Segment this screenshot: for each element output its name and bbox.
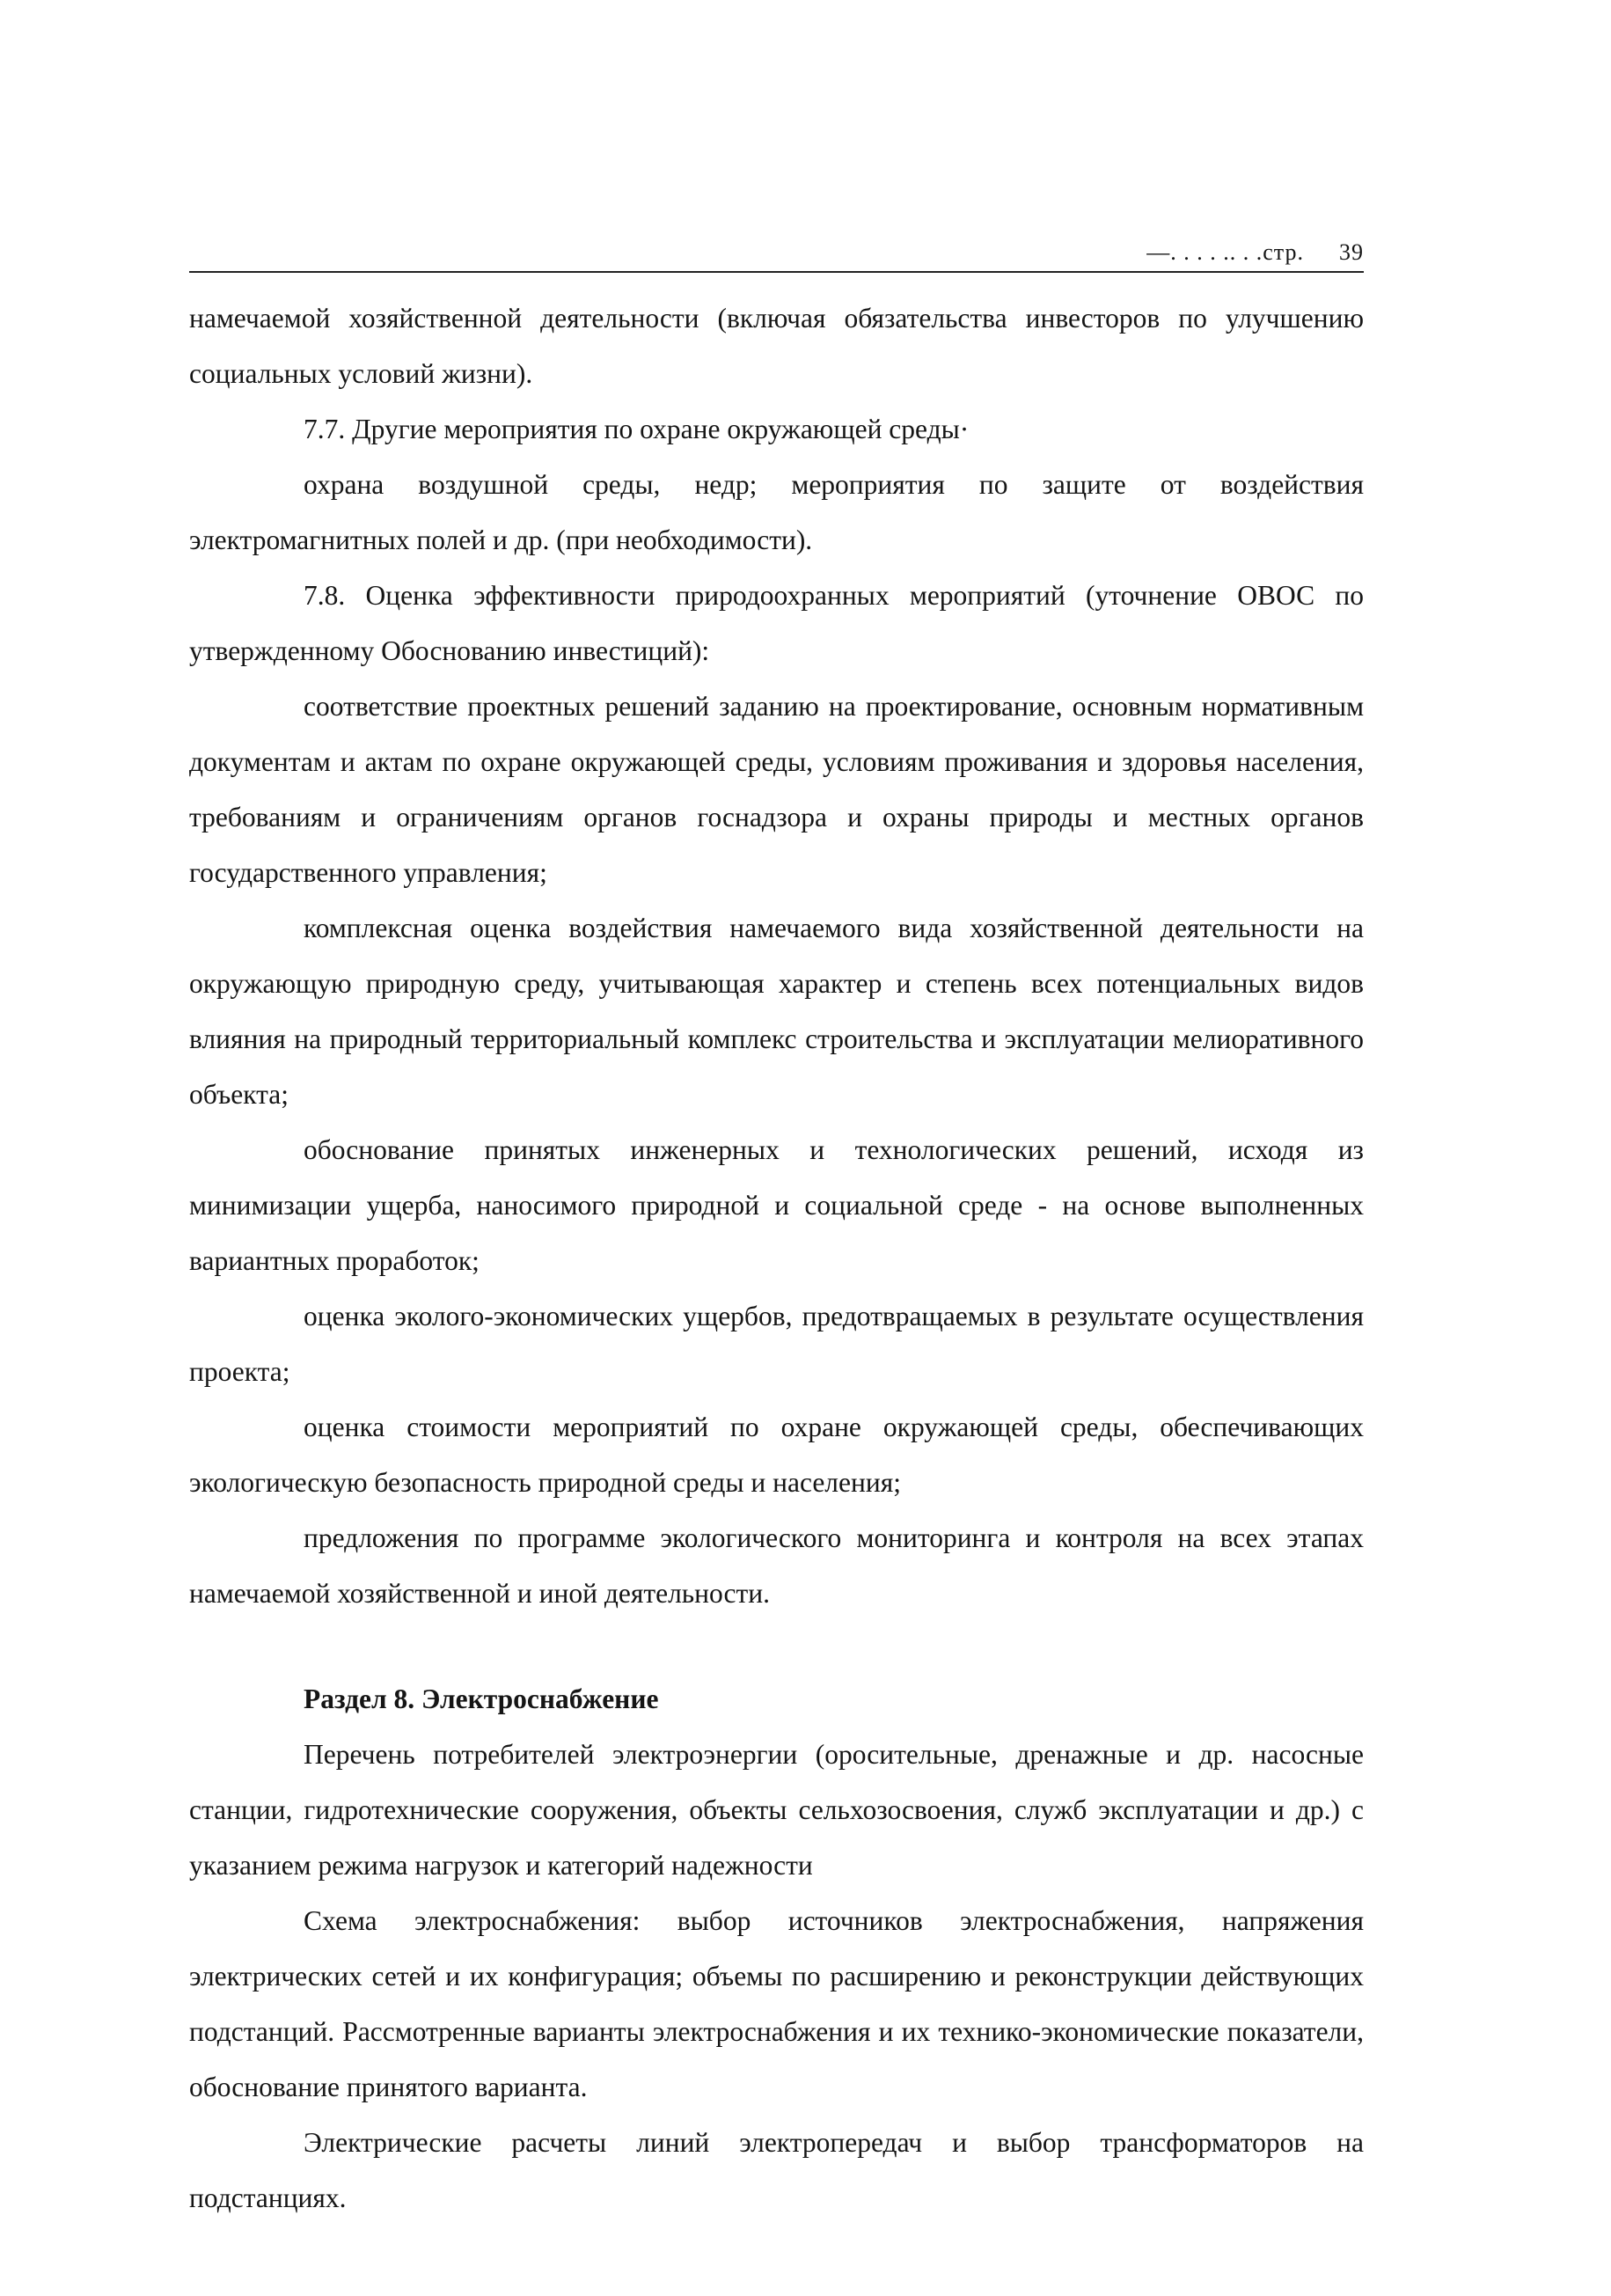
paragraph-justification: обоснование принятых инженерных и технологических решений, исходя из минимизации ущерба, наносимого природной и социальной среде - на основе выполненных вариантных проработок; [189, 1134, 1364, 1276]
page-number: 39 [1339, 239, 1364, 265]
paragraph-consumers: Перечень потребителей электроэнергии (оросительные, дренажные и др. насосные станции, гидротехнические сооружения, объекты сельхозосвоения, служб эксплуатации и др.) с указанием режима нагрузок и категорий надежности [189, 1739, 1364, 1881]
page-header [189, 229, 1364, 273]
paragraph-7-7: 7.7. Другие мероприятия по охране окружающей среды· [304, 414, 970, 444]
header-label: —. . . . .. . .стр. [1146, 239, 1304, 265]
paragraph-monitoring: предложения по программе экологического мониторинга и контроля на всех этапах намечаемой хозяйственной и иной деятельности. [189, 1522, 1364, 1609]
paragraph-air-protection: охрана воздушной среды, недр; мероприятия по защите от воздействия электромагнитных полей и др. (при необходимости). [189, 469, 1364, 555]
header-text [1146, 239, 1364, 266]
paragraph-impact-assessment: комплексная оценка воздействия намечаемого вида хозяйственной деятельности на окружающую природную среду, учитывающая характер и степень всех потенциальных видов влияния на природный территориальный комплекс строительства и эксплуатации мелиоративного объекта; [189, 913, 1364, 1110]
paragraph-compliance: соответствие проектных решений заданию на проектирование, основным нормативным документам и актам по охране окружающей среды, условиям проживания и здоровья населения, требованиям и ограничениям органов госнадзора и охраны природы и местных органов государственного управления; [189, 691, 1364, 888]
document-body [189, 290, 1364, 2226]
paragraph-calculations: Электрические расчеты линий электропередач и выбор трансформаторов на подстанциях. [189, 2127, 1364, 2213]
paragraph-continuation: намечаемой хозяйственной деятельности (включая обязательства инвесторов по улучшению социальных условий жизни). [189, 303, 1364, 389]
section-8-heading: Раздел 8. Электроснабжение [304, 1683, 659, 1714]
paragraph-7-8: 7.8. Оценка эффективности природоохранных мероприятий (уточнение ОВОС по утвержденному Обоснованию инвестиций): [189, 580, 1364, 666]
header-rule [189, 271, 1364, 273]
paragraph-cost-assessment: оценка стоимости мероприятий по охране окружающей среды, обеспечивающих экологическую безопасность природной среды и населения; [189, 1412, 1364, 1498]
paragraph-power-scheme: Схема электроснабжения: выбор источников электроснабжения, напряжения электрических сетей и их конфигурация; объемы по расширению и реконструкции действующих подстанций. Рассмотренные варианты электроснабжения и их технико-экономические показатели, обоснование принятого варианта. [189, 1905, 1364, 2102]
paragraph-damage-assessment: оценка эколого-экономических ущербов, предотвращаемых в результате осуществления проекта; [189, 1301, 1364, 1387]
